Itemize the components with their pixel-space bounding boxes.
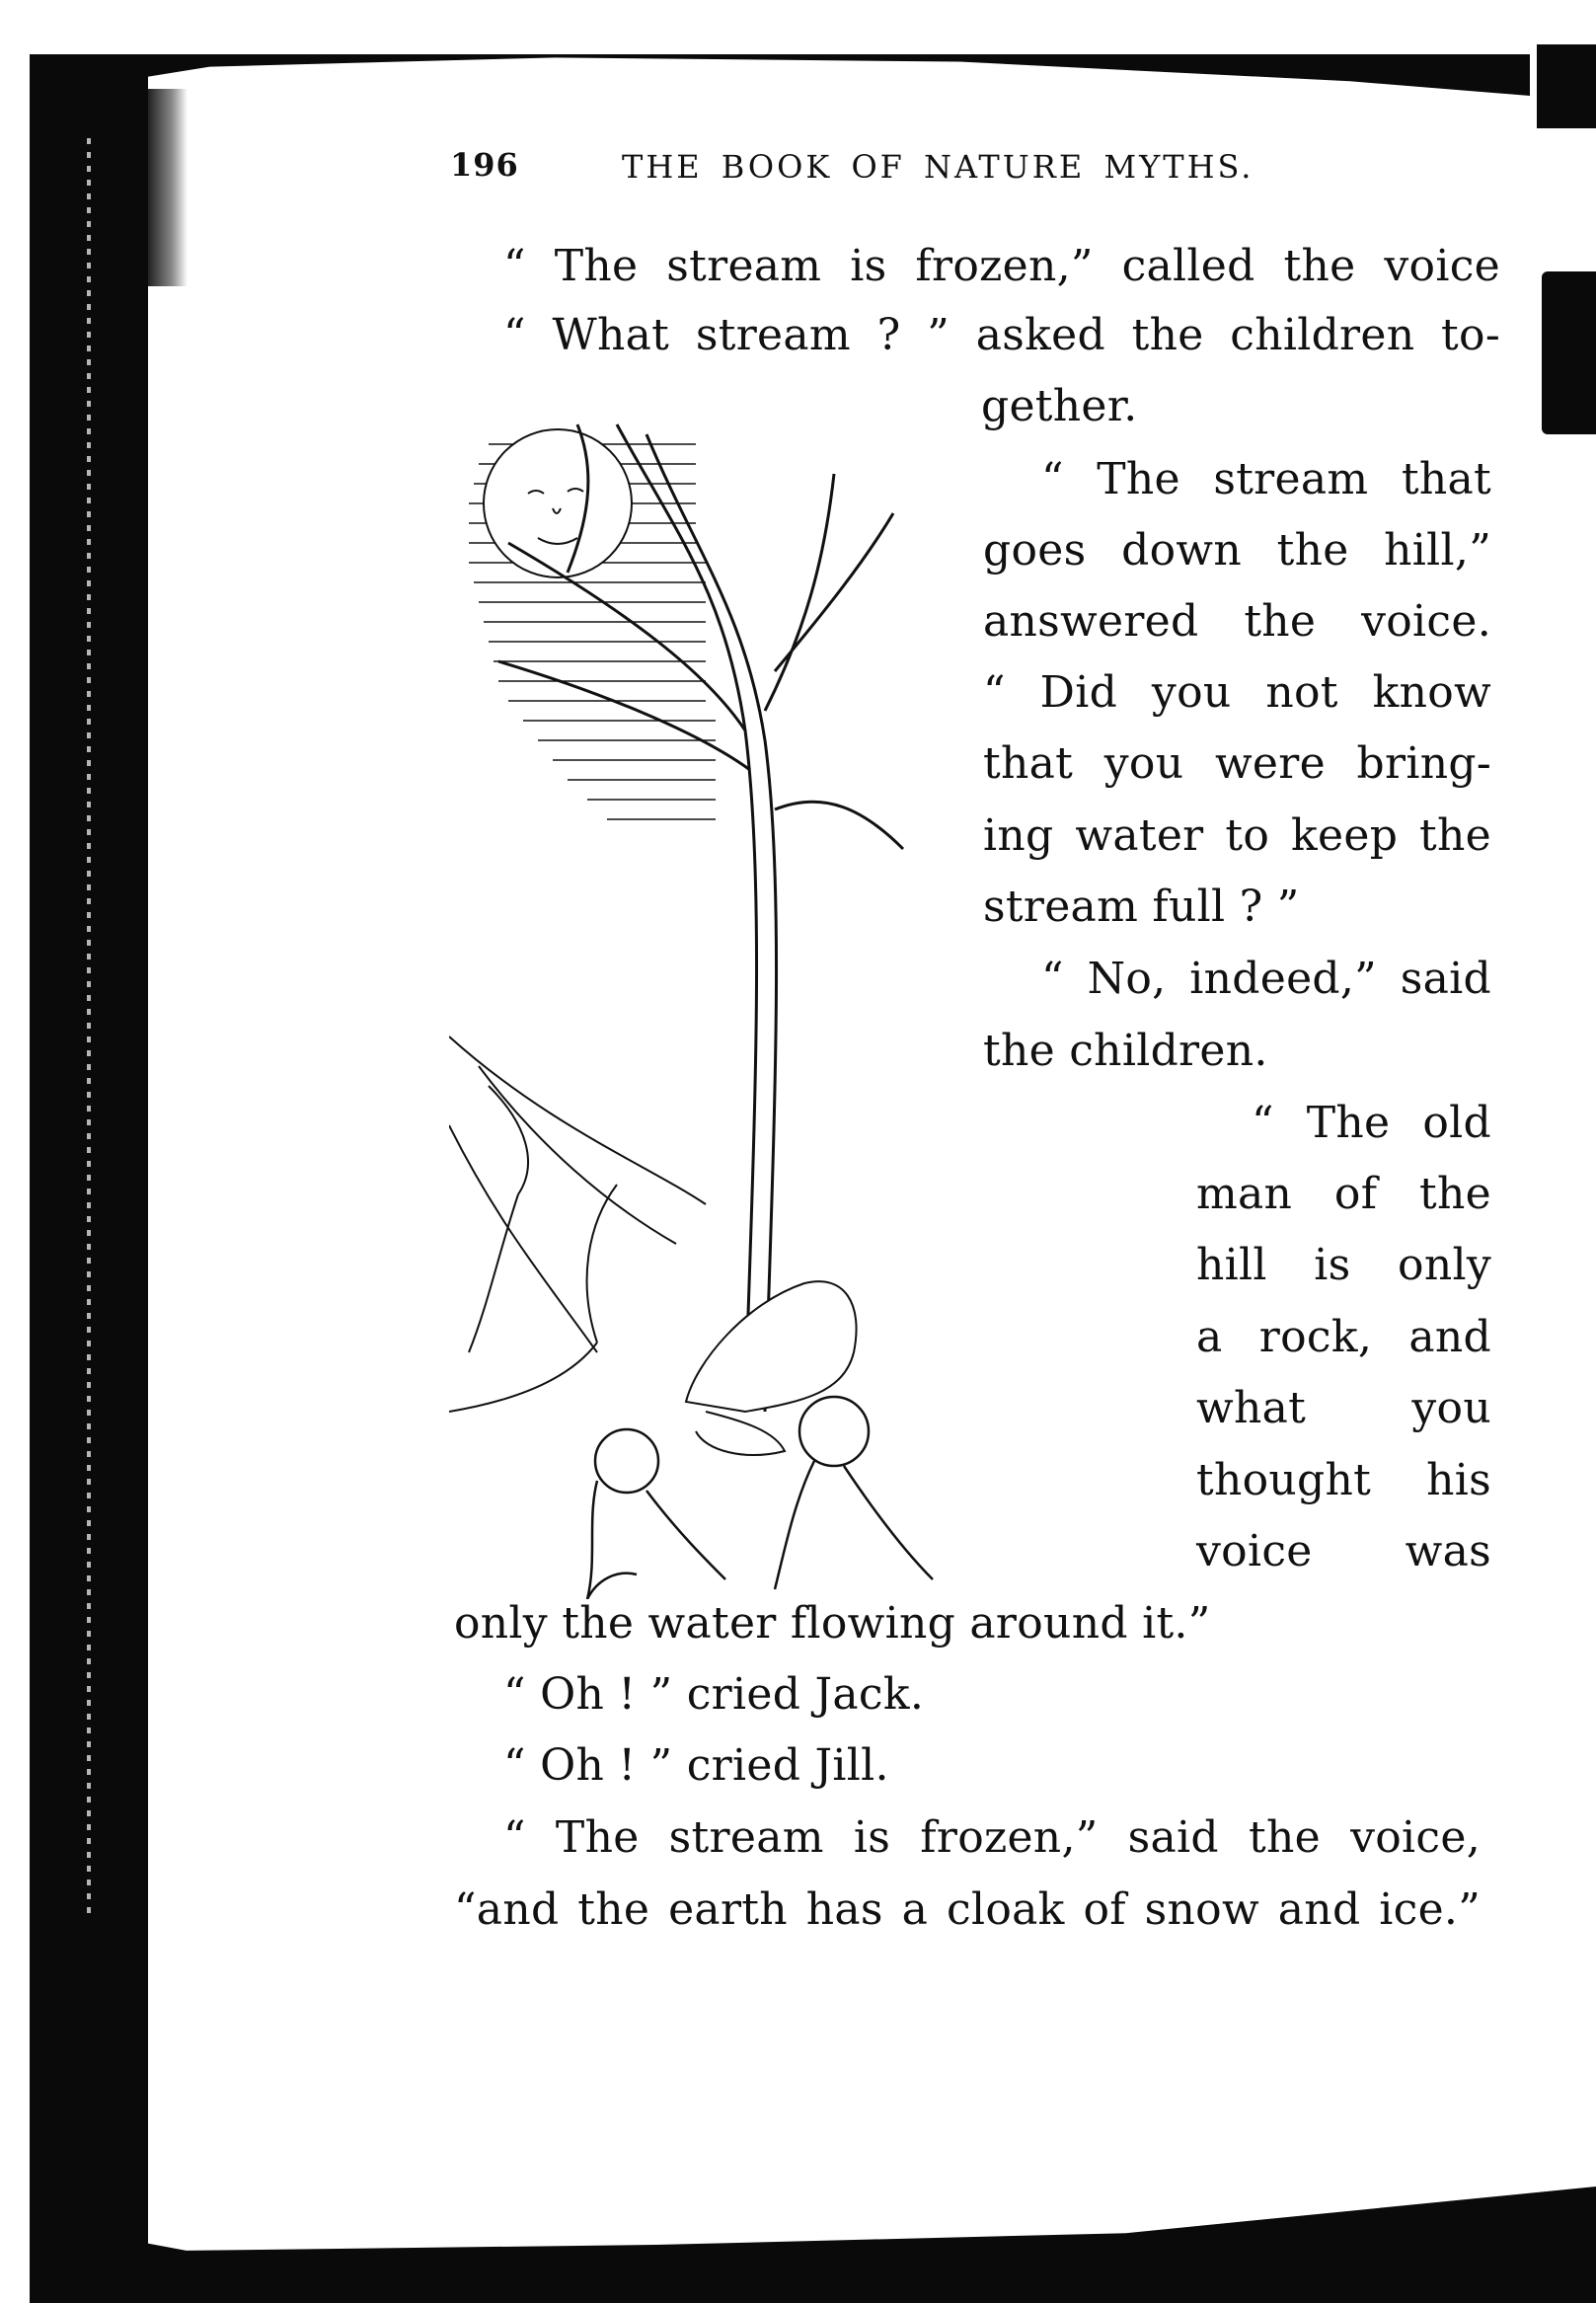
running-title: THE BOOK OF NATURE MYTHS. bbox=[622, 148, 1254, 186]
running-head bbox=[454, 148, 1254, 186]
text-line: man of the bbox=[1196, 1169, 1491, 1219]
text-line: goes down the hill,” bbox=[983, 525, 1491, 576]
scan-shadow-left bbox=[148, 89, 188, 286]
tree bbox=[498, 424, 903, 1412]
scan-edge-speckle bbox=[87, 138, 91, 1915]
page-number: 196 bbox=[450, 146, 519, 184]
text-line: “ No, indeed,” said bbox=[1041, 954, 1491, 1004]
scan-blot bbox=[87, 2093, 124, 2116]
text-line: “and the earth has a cloak of snow and ice.” bbox=[454, 1884, 1481, 1935]
text-line: hill is only bbox=[1196, 1240, 1491, 1290]
boy-figure bbox=[775, 1397, 933, 1589]
girl-figure bbox=[587, 1429, 725, 1599]
scan-mark-right-mid bbox=[1542, 271, 1596, 434]
text-line: “ What stream ? ” asked the children to- bbox=[503, 310, 1500, 360]
text-line: “ Did you not know bbox=[983, 667, 1491, 718]
moon-icon bbox=[484, 429, 632, 577]
text-line: gether. bbox=[981, 381, 1138, 431]
text-line: “ The stream that bbox=[1041, 454, 1491, 504]
scan-border-top bbox=[30, 54, 1530, 96]
text-line: “ Oh ! ” cried Jill. bbox=[503, 1740, 889, 1791]
text-line: the children. bbox=[983, 1026, 1268, 1076]
text-line: answered the voice. bbox=[983, 596, 1491, 647]
text-line: ing water to keep the bbox=[983, 810, 1491, 861]
scan-mark-right-top bbox=[1537, 44, 1596, 128]
text-line: only the water flowing around it.” bbox=[454, 1598, 1211, 1649]
text-line: “ The old bbox=[1252, 1098, 1491, 1148]
moon-tree-children-illustration bbox=[449, 415, 943, 1599]
text-line: that you were bring- bbox=[983, 738, 1491, 789]
hill bbox=[449, 1036, 706, 1412]
scan-border-bottom bbox=[30, 2187, 1596, 2303]
text-line: “ The stream is frozen,” called the voice bbox=[503, 241, 1500, 291]
text-line: stream full ? ” bbox=[983, 882, 1300, 932]
text-line: “ The stream is frozen,” said the voice, bbox=[503, 1812, 1481, 1863]
text-line: thought his bbox=[1196, 1455, 1491, 1505]
text-line: a rock, and bbox=[1196, 1312, 1491, 1362]
text-line: what you bbox=[1196, 1383, 1491, 1433]
text-line: voice was bbox=[1196, 1526, 1491, 1576]
text-line: “ Oh ! ” cried Jack. bbox=[503, 1669, 925, 1720]
